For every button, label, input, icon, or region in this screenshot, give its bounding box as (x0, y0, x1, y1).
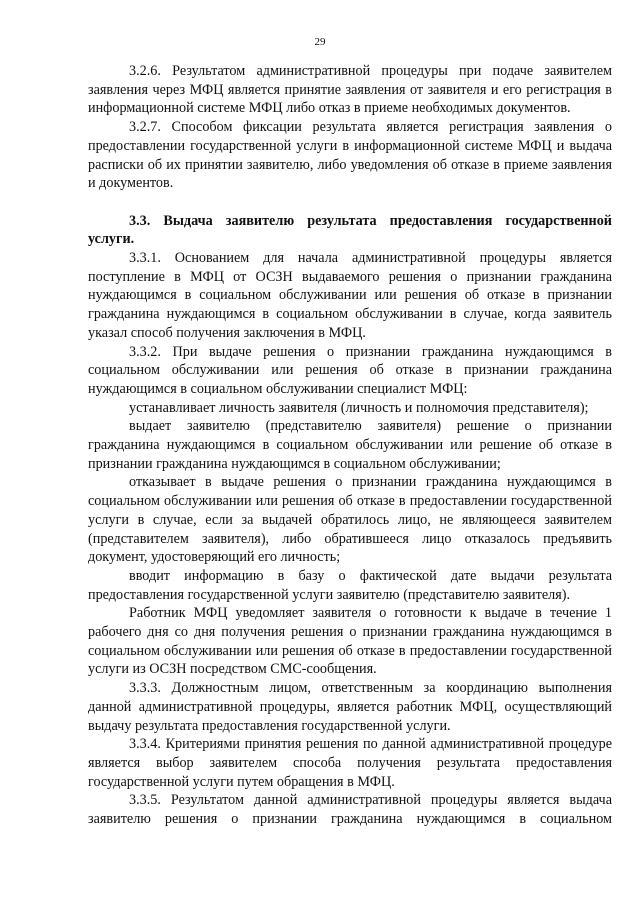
list-item-refuse-issue: отказывает в выдаче решения о признании гражданина нуждающимся в социальном обслуживании или решения об отказе в предоставлении государственной услуги в случае, если за выдачей обратилось лицо, не являющееся заявителем (представителем заявителя), либо обратившееся лицо отказалось предъявить документ, удостоверяющий его личность; (88, 474, 612, 566)
document-body (88, 62, 612, 829)
paragraph-gap (88, 193, 612, 212)
paragraph-3-3-1: 3.3.1. Основанием для начала административной процедуры является поступление в МФЦ от ОСЗН выдаваемого решения о признании гражданина нуждающимся в социальном обслуживании или решения об отказе в признании гражданина нуждающимся в социальном обслуживании в случае, когда заявитель указал способ получения заключения в МФЦ. (88, 250, 612, 341)
page-number: 29 (314, 36, 326, 48)
paragraph-3-2-6: 3.2.6. Результатом административной процедуры при подаче заявителем заявления через МФЦ является принятие заявления от заявителя и его регистрация в информационной системе МФЦ либо отказ в приеме необходимых документов. (88, 63, 612, 117)
paragraph-3-3-3: 3.3.3. Должностным лицом, ответственным за координацию выполнения данной административной процедуры, является работник МФЦ, осуществляющий выдачу результата предоставления государственной услуги. (88, 680, 612, 734)
list-item-enter-info: вводит информацию в базу о фактической дате выдачи результата предоставления государственной услуги заявителю (представителю заявителя). (88, 567, 612, 603)
paragraph-3-3-5: 3.3.5. Результатом данной административной процедуры является выдача заявителю решения о признании гражданина нуждающимся в социальном (88, 792, 612, 828)
list-item-issue-decision: выдает заявителю (представителю заявителя) решение о признании гражданина нуждающимся в социальном обслуживании или решение об отказе в признании гражданина нуждающимся в социальном обслуживании; (88, 418, 612, 472)
section-heading-3-3: 3.3. Выдача заявителю результата предоставления государственной услуги. (88, 212, 612, 248)
paragraph-notification: Работник МФЦ уведомляет заявителя о готовности к выдаче в течение 1 рабочего дня со дня получения решения о признании гражданина нуждающимся в социальном обслуживании или решения об отказе в предоставлении государственной услуги из ОСЗН посредством СМС-сообщения. (88, 605, 612, 678)
paragraph-3-2-7: 3.2.7. Способом фиксации результата является регистрация заявления о предоставлении государственной услуги в информационной системе МФЦ и выдача расписки об их принятии заявителю, либо уведомления об отказе в приеме заявления и документов. (88, 119, 612, 192)
paragraph-3-3-2: 3.3.2. При выдаче решения о признании гражданина нуждающимся в социальном обслуживании или решения об отказе в признании гражданина нуждающимся в социальном обслуживании специалист МФЦ: (88, 343, 612, 397)
list-item-identify: устанавливает личность заявителя (личность и полномочия представителя); (129, 399, 589, 416)
paragraph-3-3-4: 3.3.4. Критериями принятия решения по данной административной процедуре является выбор заявителем способа получения результата предоставления государственной услуги путем обращения в МФЦ. (88, 736, 612, 790)
